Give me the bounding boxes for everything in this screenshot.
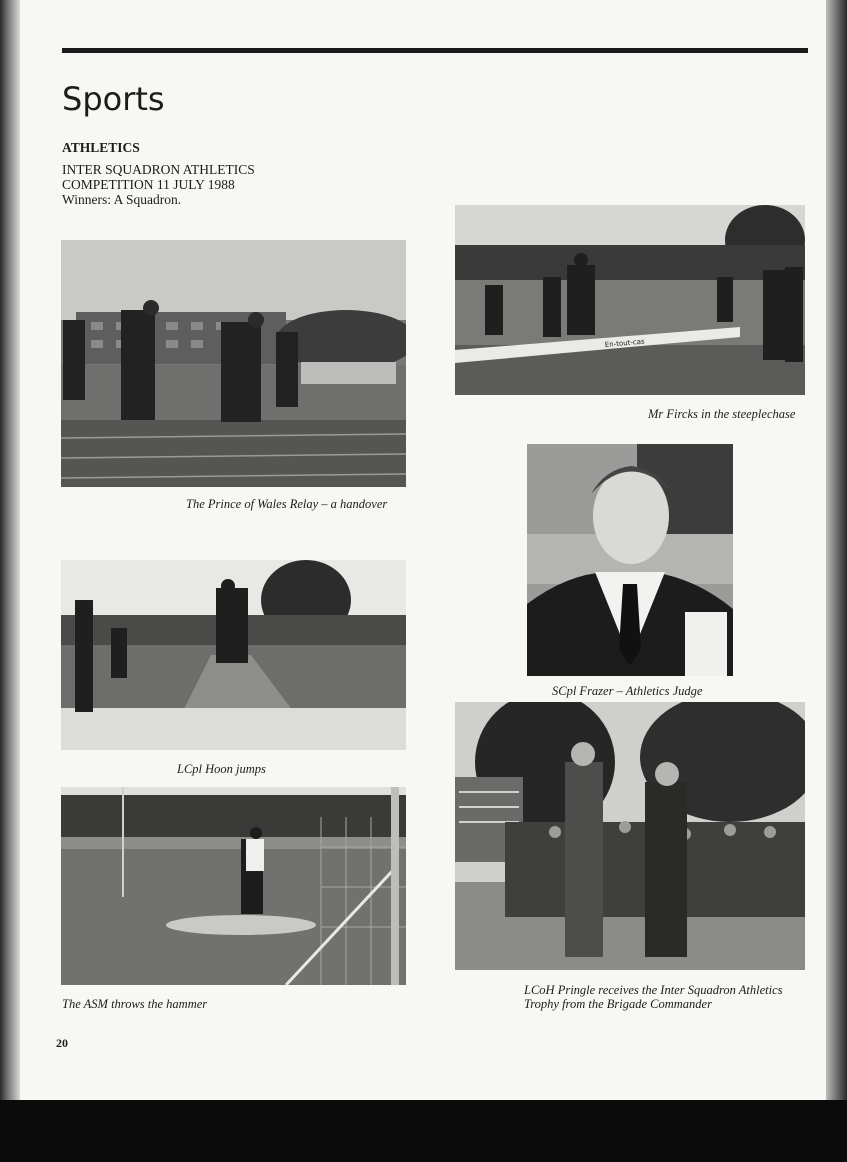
winners-text: Winners: A Squadron. [62, 192, 182, 207]
trophy-caption-line1: LCoH Pringle receives the Inter Squadron Athletics [524, 983, 783, 997]
steeplechase-photo [455, 205, 805, 395]
relay-photo [61, 240, 406, 487]
section-heading: ATHLETICS [62, 140, 140, 155]
trophy-photo-image [455, 702, 805, 970]
page-edge-shadow [826, 0, 847, 1100]
judge-photo-image [527, 444, 733, 676]
long-jump-caption: LCpl Hoon jumps [177, 762, 266, 776]
relay-caption: The Prince of Wales Relay – a handover [186, 497, 388, 511]
trophy-caption-line2: Trophy from the Brigade Commander [524, 997, 712, 1011]
competition-info [62, 162, 362, 207]
competition-title-line2: COMPETITION 11 JULY 1988 [62, 177, 235, 192]
header-rule [62, 48, 808, 53]
page-number: 20 [56, 1036, 68, 1050]
hammer-photo [61, 787, 406, 985]
barrier-sign-text: En-tout-cas [604, 337, 645, 349]
page-title: Sports [62, 80, 165, 118]
hammer-caption: The ASM throws the hammer [62, 997, 208, 1011]
long-jump-photo-image [61, 560, 406, 750]
competition-title-line1: INTER SQUADRON ATHLETICS [62, 162, 255, 177]
binding-shadow [0, 0, 20, 1100]
relay-photo-image [61, 240, 406, 487]
scan-background [0, 1100, 847, 1162]
judge-caption: SCpl Frazer – Athletics Judge [552, 684, 703, 698]
judge-photo [527, 444, 733, 676]
steeplechase-photo-image [455, 205, 805, 395]
trophy-photo [455, 702, 805, 970]
long-jump-photo [61, 560, 406, 750]
hammer-photo-image [61, 787, 406, 985]
steeplechase-caption: Mr Fircks in the steeplechase [648, 407, 796, 421]
